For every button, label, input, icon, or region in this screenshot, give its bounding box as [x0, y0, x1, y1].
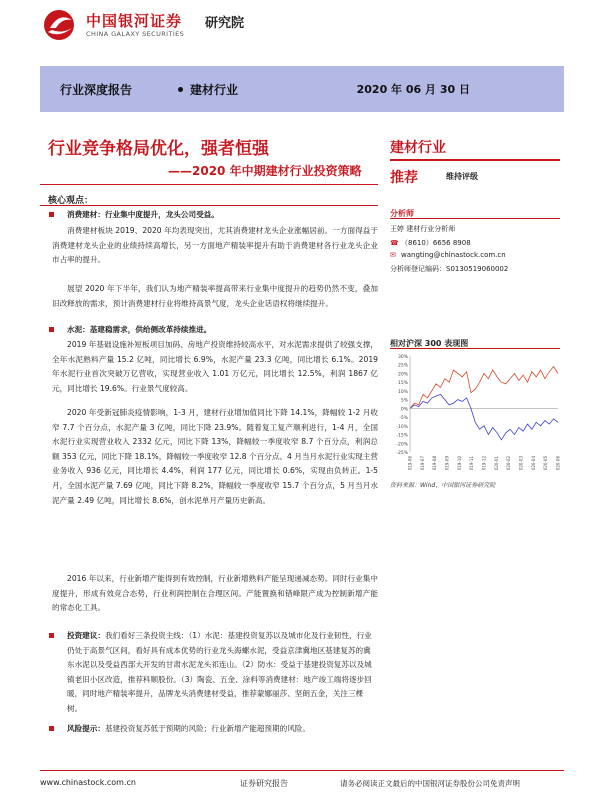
bullet-square-icon [49, 327, 54, 332]
bullet-dot-icon [178, 87, 183, 92]
x-tick-label: 2019-08 [432, 456, 438, 470]
bullet-text: 基建投资复苏低于预期的风险；行业新增产能超预期的风险。 [104, 724, 310, 733]
bullet-risk [42, 722, 378, 737]
bullet-investment [42, 629, 378, 717]
paragraph: 展望 2020 年下半年，我们认为地产精装率提高带来行业集中度提升的趋势仍然不变，叠加旧改释放的需求，预计消费建材行业将维持高景气度，龙头企业话语权将继续提升。 [52, 284, 378, 308]
sidebar-industry: 建材行业 [390, 140, 446, 156]
footer-center: 证券研究报告 [240, 779, 288, 788]
x-tick-label: 2019-06 [407, 456, 413, 470]
logo-cn-text: 中国银河证券 [86, 12, 183, 30]
chart-svg [390, 352, 562, 470]
analyst-divider [390, 218, 560, 219]
relative-performance-chart [390, 352, 562, 470]
analyst-email[interactable]: wangting@chinastock.com.cn [401, 251, 506, 259]
footer-divider [40, 770, 564, 771]
series-line-0 [410, 367, 558, 409]
sidebar-divider [390, 159, 560, 161]
y-tick-label: 0% [400, 407, 408, 413]
x-tick-label: 2019-11 [469, 456, 475, 470]
x-tick-label: 2020-02 [506, 456, 512, 470]
rating-note: 维持评级 [446, 172, 478, 181]
y-tick-label: -10% [396, 424, 408, 430]
y-tick-label: -15% [396, 433, 408, 439]
report-title: 行业竞争格局优化，强者恒强 [48, 139, 269, 159]
x-tick-label: 2020-03 [518, 456, 524, 470]
y-tick-label: 5% [400, 398, 408, 404]
y-tick-label: 30% [397, 355, 408, 360]
y-tick-label: -5% [399, 416, 408, 422]
paragraph: 2016 年以来，行业新增产能得到有效控制，行业新增熟料产能呈现递减态势。同时行业集中度提升，形成有效竞合态势，行业利润控制在合理区间。产能置换和错峰限产成为控制新增产能的常态化工具。 [52, 574, 378, 613]
y-tick-label: -25% [396, 451, 408, 456]
paragraph: 2019 年基础设施补短板项目加码、房地产投资维持较高水平，对水泥需求提供了较强支撑，全年水泥熟料产量 15.2 亿吨，同比增长 6.9%，水泥产量 23.3 亿吨，同比增长 6.1%。2019 年水泥行业首次突破万亿营收，实现营业收入 1.01 万亿元，同比增长 12.5%，利润 1867 亿元，同比增长 19.6%。行业景气度较高。 [52, 340, 378, 393]
report-subtitle: ——2020 年中期建材行业投资策略 [168, 164, 362, 178]
phone-icon: ☎ [390, 239, 399, 247]
paragraph: 2020 年受新冠肺炎疫情影响，1-3 月，建材行业增加值同比下降 14.1%，降幅较 1-2 月收窄 7.7 个百分点，水泥产量 3 亿吨，同比下降 23.9%。随着复工复产顺利进行，1-4 月，全国水泥行业实现营业收入 2332 亿元，同比下降 13%，降幅较一季度收窄 8.7 个百分点，利润总额 353 亿元，同比下降 18.1%，降幅较一季度收窄 12.8 个百分点。4 月当月水泥行业实现主营业务收入 936 亿元，同比增长 4.4%，利润 177 亿元，同比增长 0.6%，实现由负转正。1-5 月，全国水泥产量 7.69 亿吨，同比下降 8.2%，降幅较一季度收窄 15.7 个百分点，5 月当月水泥产量 2.49 亿吨，同比增长 8.6%，创水泥单月产量历史新高。 [52, 408, 378, 505]
bullet-square-icon [49, 212, 54, 217]
bullet-label: 投资建议： [67, 631, 105, 640]
y-tick-label: 25% [397, 363, 408, 369]
bullet-label: 水泥： [67, 325, 90, 334]
x-tick-label: 2020-04 [530, 456, 536, 470]
analyst-name: 王婷 建材行业分析师 [390, 225, 456, 233]
analyst-heading: 分析师 [390, 209, 414, 218]
x-tick-label: 2019-10 [456, 456, 462, 470]
bullet-text: 行业集中度提升，龙头公司受益。 [104, 210, 219, 219]
y-tick-label: 15% [397, 381, 408, 387]
chart-divider [390, 348, 560, 349]
x-tick-label: 2019-09 [444, 456, 450, 470]
core-heading: 核心观点： [48, 196, 94, 206]
bullet-label: 消费建材： [67, 210, 105, 219]
bullet-cement [42, 323, 378, 338]
series-line-1 [410, 394, 558, 439]
x-tick-label: 2019-12 [481, 456, 487, 470]
analyst-phone-row [390, 238, 471, 248]
bullet-square-icon [49, 633, 54, 638]
industry-tag: 建材行业 [190, 83, 239, 97]
bullet-text: 我们看好三条投资主线：（1）水泥：基建投资复苏以及城市化及行业韧性，行业仍处于高景气区间，看好具有成本优势的行业龙头海螺水泥，受益京津冀地区基建复苏的冀东水泥以及受益西部大开发的甘肃水泥龙头祁连山。（2）防水：受益于基建投资复苏以及城镇老旧小区改造，推荐科顺股份。（3）陶瓷、五金、涂料等消费建材：地产竣工端将逐步回暖，同时地产精装率提升，品牌龙头消费建材受益，推荐蒙娜丽莎、坚朗五金，关注三棵树。 [67, 631, 372, 713]
analyst-cert: 分析师登记编码：S0130519060002 [390, 265, 509, 273]
logo-en-text: CHINA GALAXY SECURITIES [86, 30, 185, 38]
chart-title: 相对沪深 300 表现图 [390, 339, 469, 348]
y-tick-label: -20% [396, 442, 408, 448]
rating: 推荐 [390, 170, 418, 186]
analyst-phone: （8610）6656 8908 [401, 239, 471, 247]
logo-suffix: 研究院 [205, 16, 245, 31]
x-tick-label: 2020-01 [493, 456, 499, 470]
core-divider [40, 205, 378, 206]
report-banner [40, 66, 564, 112]
paragraph: 消费建材板块 2019、2020 年均表现突出，尤其消费建材龙头企业涨幅居前。一方面得益于消费建材龙头企业的业绩持续高增长，另一方面地产精装率提升有助于消费建材各行业龙头企业市占率的提升。 [52, 226, 378, 265]
chart-source: 资料来源：Wind、中国银河证券研究院 [390, 482, 496, 489]
report-date: 2020 年 06 月 30 日 [356, 83, 470, 96]
title-divider [40, 184, 378, 185]
x-tick-label: 2019-07 [419, 456, 425, 470]
y-tick-label: 20% [397, 372, 408, 378]
analyst-email-row [390, 251, 506, 259]
bullet-label: 风险提示： [67, 724, 105, 733]
footer-disclaimer: 请务必阅读正文最后的中国银河证券股份公司免责声明 [340, 779, 520, 788]
report-type: 行业深度报告 [60, 83, 133, 97]
bullet-square-icon [49, 726, 54, 731]
company-logo [42, 8, 232, 42]
x-tick-label: 2020-05 [543, 456, 549, 470]
y-tick-label: 10% [397, 389, 408, 395]
footer-website[interactable]: www.chinastock.com.cn [40, 778, 136, 787]
bullet-consumer-building [42, 208, 378, 223]
x-tick-label: 2020-06 [555, 456, 561, 470]
mail-icon: ✉ [390, 251, 396, 259]
galaxy-logo-icon [42, 8, 78, 42]
bullet-text: 基建稳需求，供给侧改革持续推进。 [89, 325, 212, 334]
